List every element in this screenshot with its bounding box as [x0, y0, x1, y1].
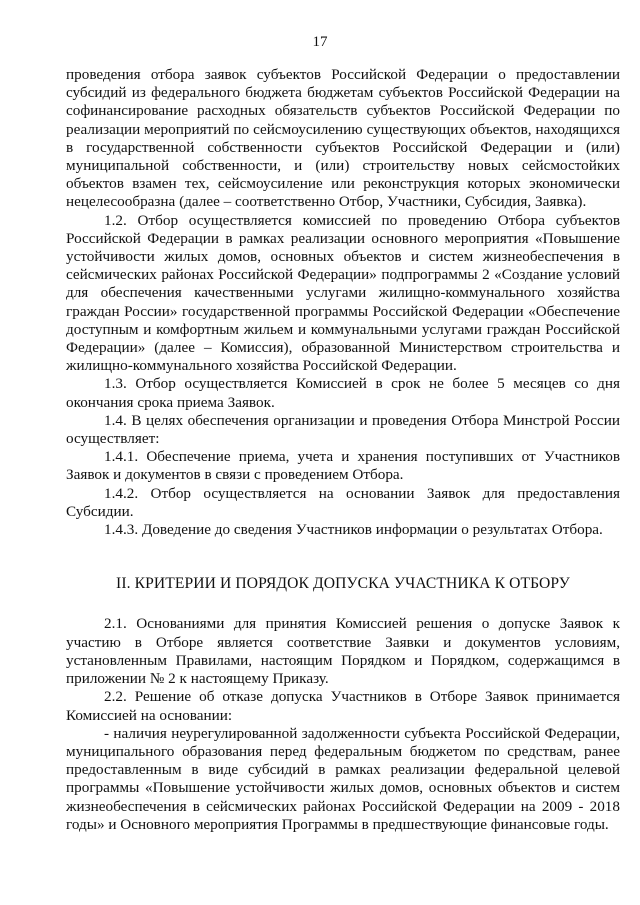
page-number: 17	[312, 34, 328, 50]
document-body	[66, 66, 620, 834]
paragraph-1-4-1: 1.4.1. Обеспечение приема, учета и хранения поступивших от Участников Заявок и документов в связи с проведением Отбора.	[66, 448, 620, 484]
paragraph-1-2: 1.2. Отбор осуществляется комиссией по проведению Отбора субъектов Российской Федерации в рамках реализации основного мероприятия «Повышение устойчивости жилых домов, основных объектов и систем жизнеобеспечения в сейсмических районах Российской Федерации» подпрограммы 2 «Создание условий для обеспечения качественными услугами жилищно-коммунального хозяйства граждан России» государственной программы Российской Федерации «Обеспечение доступным и комфортным жильем и коммунальными услугами граждан Российской Федерации» (далее – Комиссия), образованной Министерством строительства и жилищно-коммунального хозяйства Российской Федерации.	[66, 211, 620, 375]
paragraph-2-2: 2.2. Решение об отказе допуска Участников в Отборе Заявок принимается Комиссией на основании:	[66, 688, 620, 724]
section-spacer	[66, 539, 620, 575]
paragraph-1-4: 1.4. В целях обеспечения организации и проведения Отбора Минстрой России осуществляет:	[66, 411, 620, 448]
paragraph-1-4-3: 1.4.3. Доведение до сведения Участников информации о результатах Отбора.	[104, 521, 603, 539]
paragraph-continuation: проведения отбора заявок субъектов Российской Федерации о предоставлении субсидий из федерального бюджета бюджетам субъектов Российской Федерации на софинансирование расходных обязательств субъектов Российской Федерации по реализации мероприятий по сейсмоусилению существующих объектов, находящихся в государственной собственности субъектов Российской Федерации и (или) муниципальной собственности, и (или) строительству новых сейсмостойких объектов взамен тех, сейсмоусиление или реконструкция которых экономически нецелесообразна (далее – соответственно Отбор, Участники, Субсидия, Заявка).	[66, 66, 620, 211]
paragraph-1-3: 1.3. Отбор осуществляется Комиссией в срок не более 5 месяцев со дня окончания срока приема Заявок.	[66, 375, 620, 411]
section-heading: II. КРИТЕРИИ И ПОРЯДОК ДОПУСКА УЧАСТНИКА К ОТБОРУ	[116, 575, 570, 593]
paragraph-2-1: 2.1. Основаниями для принятия Комиссией решения о допуске Заявок к участию в Отборе является соответствие Заявки и документов условиям, установленным Правилами, настоящим Порядком и Порядком, содержащимся в приложении № 2 к настоящему Приказу.	[66, 615, 620, 688]
paragraph-bullet: - наличия неурегулированной задолженности субъекта Российской Федерации, муниципального образования перед федеральным бюджетом по средствам, ранее предоставленным в виде субсидий в рамках реализации федеральной целевой программы «Повышение устойчивости жилых домов, основных объектов и систем жизнеобеспечения в сейсмических районах Российской Федерации на 2009 - 2018 годы» и Основного мероприятия Программы в предшествующие финансовые годы.	[66, 724, 620, 833]
paragraph-1-4-2: 1.4.2. Отбор осуществляется на основании Заявок для предоставления Субсидии.	[66, 484, 620, 520]
section-spacer	[66, 593, 620, 615]
